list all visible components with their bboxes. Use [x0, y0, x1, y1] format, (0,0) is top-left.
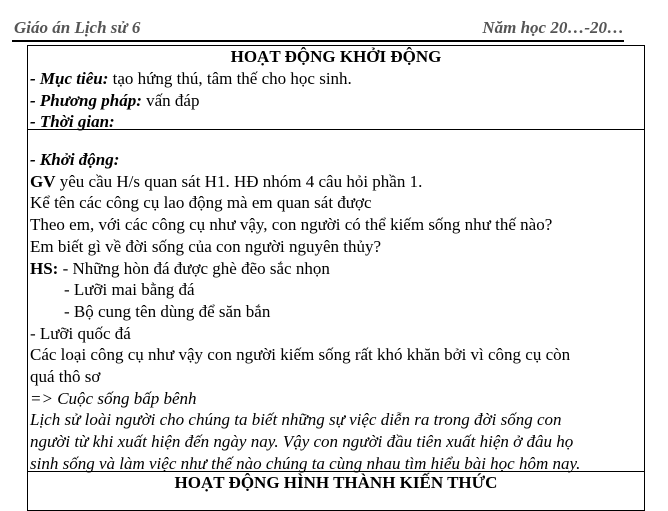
header-subject: Giáo án Lịch sử 6	[14, 18, 141, 37]
line-qua-tho: quá thô sơ	[30, 367, 101, 387]
intro-line-1: Lịch sử loài người cho chúng ta biết những sự việc diễn ra trong đời sống con	[30, 410, 562, 430]
page-header	[12, 0, 624, 42]
muc-tieu-label: - Mục tiêu:	[30, 69, 109, 88]
intro-line-3: sinh sống và làm việc như thế nào chúng ta cùng nhau tìm hiểu bài học hôm nay.	[30, 453, 581, 473]
item-luoi-mai: - Lưỡi mai bằng đá	[64, 280, 195, 300]
section-title: HOẠT ĐỘNG HÌNH THÀNH KIẾN THỨC	[174, 473, 498, 492]
gv-label: GV	[30, 171, 56, 191]
hs-label: HS:	[30, 258, 59, 278]
line-cac-loai: Các loại công cụ như vậy con người kiếm sống rất khó khăn bởi vì công cụ còn	[30, 345, 571, 365]
question-theo-em: Theo em, với các công cụ như vậy, con người có thể kiếm sống như thế nào?	[30, 215, 553, 235]
header-school-year: Năm học 20…-20…	[482, 18, 624, 37]
muc-tieu-line	[28, 68, 644, 90]
question-ke-ten: Kể tên các công cụ lao động mà em quan sát được	[30, 193, 372, 213]
line-result: => Cuộc sống bấp bênh	[30, 388, 197, 408]
phuong-phap-text: vấn đáp	[141, 90, 200, 110]
gv-text: yêu cầu H/s quan sát H1. HĐ nhóm 4 câu hỏi phần 1.	[55, 171, 423, 191]
khoi-dong-label: - Khởi động:	[30, 150, 120, 169]
intro-line-2: người từ khi xuất hiện đến ngày nay. Vậy con người đầu tiên xuất hiện ở đâu họ	[30, 432, 574, 452]
muc-tieu-text: tạo hứng thú, tâm thế cho học sinh.	[108, 69, 352, 88]
section-khoi-dong-content	[27, 129, 645, 472]
hs-text: - Những hòn đá được ghè đẽo sắc nhọn	[58, 258, 330, 278]
section-title: HOẠT ĐỘNG KHỞI ĐỘNG	[230, 47, 442, 66]
hs-line	[28, 258, 644, 280]
item-bo-cung: - Bộ cung tên dùng để săn bắn	[64, 301, 271, 321]
question-em-biet: Em biết gì về đời sống của con người nguyên thủy?	[30, 236, 382, 256]
section-hinh-thanh-kien-thuc	[27, 471, 645, 511]
section-khoi-dong-goals	[27, 45, 645, 130]
thoi-gian-label: - Thời gian:	[30, 112, 115, 132]
item-luoi-quoc: - Lưỡi quốc đá	[30, 323, 131, 343]
phuong-phap-label: - Phương pháp:	[30, 90, 142, 110]
gv-line	[28, 171, 644, 193]
khoi-dong-line	[28, 149, 644, 171]
phuong-phap-line	[28, 90, 644, 112]
